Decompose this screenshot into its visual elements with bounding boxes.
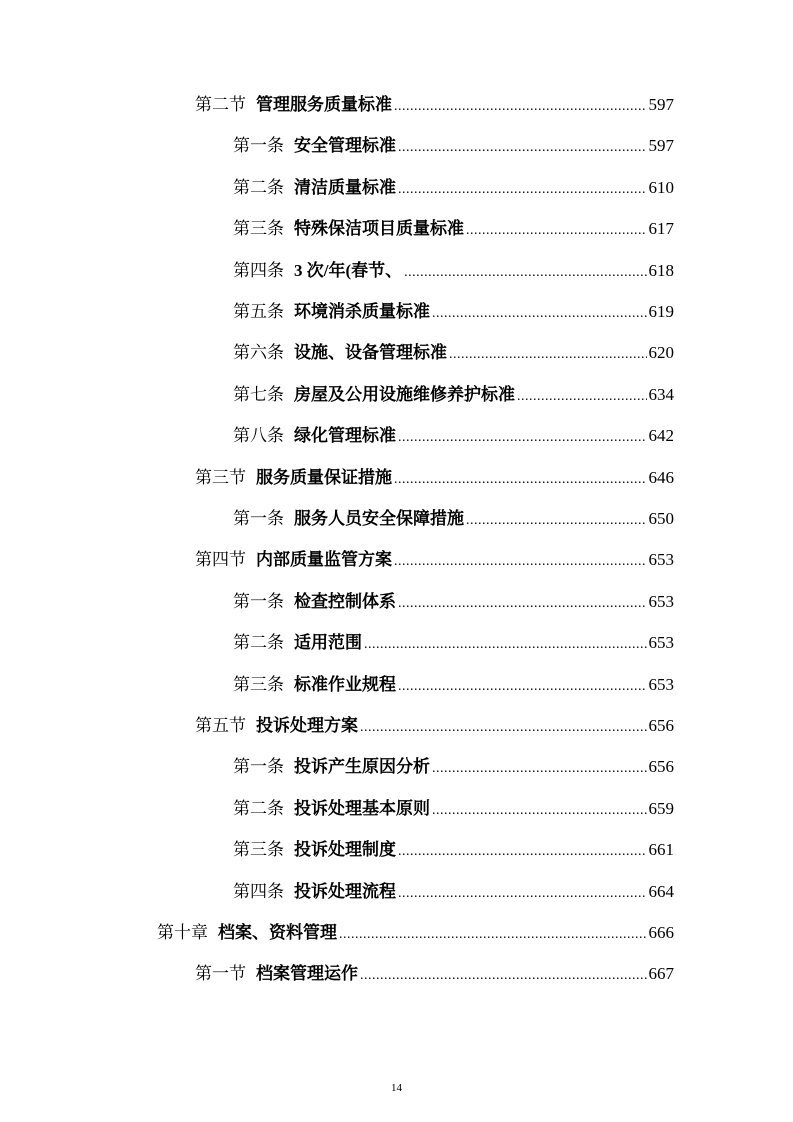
toc-entry-page: 653 <box>648 674 674 694</box>
toc-entry[interactable] <box>195 90 674 120</box>
toc-entry-page: 656 <box>648 716 674 735</box>
toc-entry-title: 投诉处理基本原则 <box>294 798 430 818</box>
toc-entry[interactable] <box>195 711 674 741</box>
toc-entry-page: 664 <box>648 881 674 901</box>
toc-entry-number: 第二节 <box>195 95 246 114</box>
toc-entry-number: 第二条 <box>233 177 284 197</box>
toc-entry-page: 650 <box>648 509 674 528</box>
toc-entry[interactable] <box>233 587 674 617</box>
toc-entry-page: 617 <box>648 219 674 239</box>
toc-entry[interactable] <box>233 380 674 410</box>
toc-entry-number: 第三条 <box>233 219 284 239</box>
toc-entry-number: 第五节 <box>195 716 246 735</box>
toc-entry-title: 内部质量监管方案 <box>256 550 392 570</box>
toc-dot-leader <box>404 258 646 288</box>
toc-entry-number: 第三条 <box>233 840 284 860</box>
toc-entry-page: 597 <box>648 136 674 156</box>
toc-entry-title: 投诉处理方案 <box>256 716 358 735</box>
toc-entry-title: 投诉产生原因分析 <box>294 757 430 777</box>
toc-dot-leader <box>360 961 647 991</box>
toc-dot-leader <box>432 299 647 329</box>
toc-entry-title: 投诉处理制度 <box>294 840 396 860</box>
toc-entry[interactable] <box>233 670 674 700</box>
toc-entry-page: 653 <box>648 550 674 570</box>
toc-entry-number: 第三条 <box>233 674 284 694</box>
toc-entry-number: 第二条 <box>233 633 284 653</box>
toc-entry-number: 第五条 <box>233 302 284 321</box>
toc-dot-leader <box>398 837 647 867</box>
toc-entry-page: 666 <box>648 923 674 942</box>
toc-entry-title: 安全管理标准 <box>294 136 396 156</box>
toc-entry-title: 环境消杀质量标准 <box>294 302 430 321</box>
toc-entry[interactable] <box>233 131 674 161</box>
toc-entry[interactable] <box>233 794 674 824</box>
toc-entry-title: 服务人员安全保障措施 <box>294 509 464 528</box>
toc-entry-page: 667 <box>648 964 674 984</box>
toc-entry-number: 第二条 <box>233 798 284 818</box>
toc-dot-leader <box>398 423 647 453</box>
toc-entry-title: 3 次/年(春节、 <box>294 260 403 280</box>
toc-entry-title: 房屋及公用设施维修养护标准 <box>294 384 515 404</box>
toc-entry-page: 653 <box>648 633 674 653</box>
toc-entry-number: 第一节 <box>195 964 246 984</box>
toc-entry-title: 服务质量保证措施 <box>256 467 392 487</box>
toc-entry[interactable] <box>233 256 674 286</box>
toc-entry-page: 610 <box>648 177 674 197</box>
toc-entry-number: 第四条 <box>233 881 284 901</box>
page-number: 14 <box>391 1082 402 1094</box>
toc-dot-leader <box>449 340 647 370</box>
toc-entry[interactable] <box>233 628 674 658</box>
toc-dot-leader <box>394 547 647 577</box>
toc-entry[interactable] <box>157 918 674 948</box>
toc-entry[interactable] <box>233 421 674 451</box>
toc-entry-number: 第三节 <box>195 467 246 487</box>
toc-entry[interactable] <box>233 173 674 203</box>
toc-entry-title: 投诉处理流程 <box>294 881 396 901</box>
toc-entry-page: 619 <box>648 302 674 321</box>
toc-dot-leader <box>398 133 647 163</box>
toc-entry[interactable] <box>195 545 674 575</box>
toc-entry-number: 第七条 <box>233 384 284 404</box>
toc-entry[interactable] <box>195 959 674 989</box>
toc-entry-page: 618 <box>648 260 674 280</box>
toc-entry-title: 管理服务质量标准 <box>256 95 392 114</box>
toc-entry[interactable] <box>233 835 674 865</box>
toc-entry-number: 第一条 <box>233 136 284 156</box>
toc-entry-page: 634 <box>648 384 674 404</box>
toc-entry-page: 653 <box>648 591 674 611</box>
toc-entry-page: 620 <box>648 343 674 363</box>
toc-entry-number: 第六条 <box>233 343 284 363</box>
toc-dot-leader <box>364 630 647 660</box>
toc-entry[interactable] <box>195 463 674 493</box>
toc-entry-title: 检查控制体系 <box>294 591 396 611</box>
toc-dot-leader <box>398 672 647 702</box>
toc-entry[interactable] <box>233 877 674 907</box>
toc-entry-title: 档案、资料管理 <box>218 923 337 942</box>
toc-entry-title: 适用范围 <box>294 633 362 653</box>
toc-dot-leader <box>394 92 647 122</box>
toc-entry-title: 标准作业规程 <box>294 674 396 694</box>
toc-entry-title: 设施、设备管理标准 <box>294 343 447 363</box>
toc-entry[interactable] <box>233 297 674 327</box>
toc-entry-title: 特殊保洁项目质量标准 <box>294 219 464 239</box>
toc-entry-title: 清洁质量标准 <box>294 177 396 197</box>
toc-entry-page: 656 <box>648 757 674 777</box>
toc-dot-leader <box>517 382 647 412</box>
toc-dot-leader <box>432 754 647 784</box>
toc-entry-title: 绿化管理标准 <box>294 426 396 446</box>
toc-dot-leader <box>394 465 647 495</box>
toc-entry[interactable] <box>233 338 674 368</box>
toc-entry[interactable] <box>233 504 674 534</box>
toc-entry-number: 第一条 <box>233 509 284 528</box>
toc-dot-leader <box>360 713 647 743</box>
toc-entry-number: 第四节 <box>195 550 246 570</box>
toc-dot-leader <box>398 589 647 619</box>
toc-dot-leader <box>398 175 647 205</box>
toc-entry-number: 第十章 <box>157 923 208 942</box>
toc-entry[interactable] <box>233 752 674 782</box>
toc-entry-number: 第一条 <box>233 757 284 777</box>
toc-dot-leader <box>339 920 647 950</box>
toc-entry-title: 档案管理运作 <box>256 964 358 984</box>
toc-entry-page: 661 <box>648 840 674 860</box>
toc-entry-number: 第四条 <box>233 260 284 280</box>
toc-entry[interactable] <box>233 214 674 244</box>
toc-dot-leader <box>466 216 647 246</box>
toc-entry-page: 642 <box>648 426 674 446</box>
toc-entry-page: 597 <box>648 95 674 114</box>
toc-dot-leader <box>398 879 647 909</box>
toc-entry-page: 659 <box>648 798 674 818</box>
toc-dot-leader <box>432 796 647 826</box>
toc-entry-number: 第八条 <box>233 426 284 446</box>
toc-entry-number: 第一条 <box>233 591 284 611</box>
toc-dot-leader <box>466 506 647 536</box>
toc-entry-page: 646 <box>648 467 674 487</box>
